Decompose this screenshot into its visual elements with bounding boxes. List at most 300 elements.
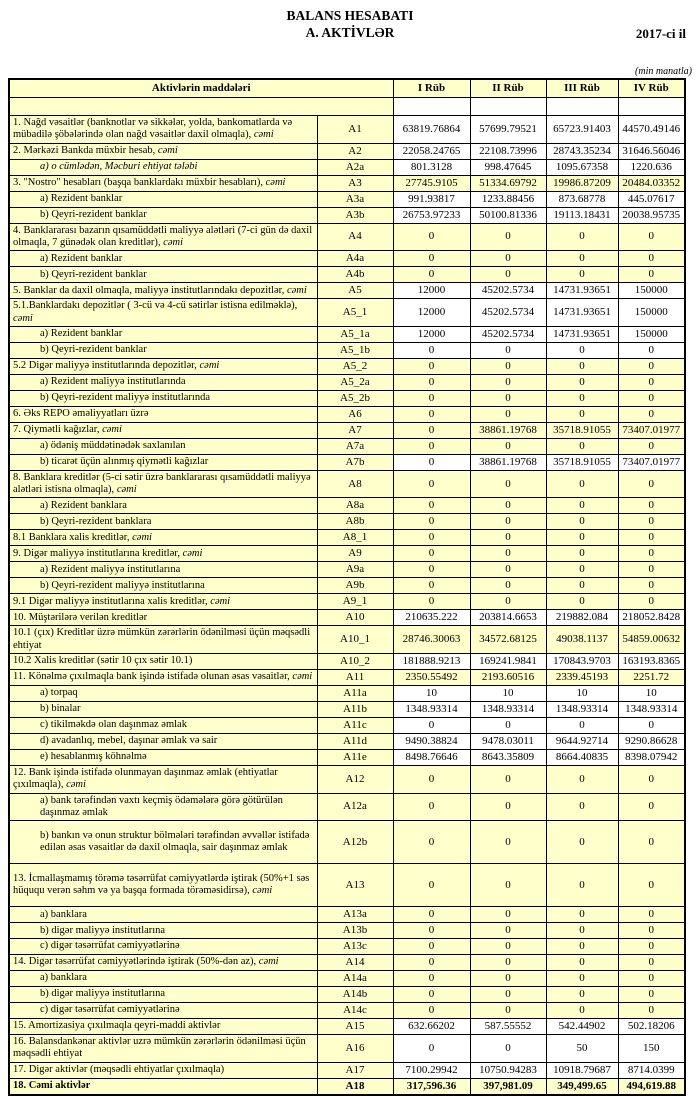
value-cell-q2: 0: [470, 342, 546, 358]
row-code: A18: [317, 1078, 393, 1094]
row-label-text: 6. Əks REPO əməliyyatları üzrə: [13, 408, 149, 420]
value-cell-q1: 0: [393, 223, 470, 251]
row-label: [9, 470, 317, 498]
row-code: A14a: [317, 971, 393, 987]
row-label-suffix: cəmi: [66, 779, 86, 791]
table-row: [9, 342, 685, 358]
row-label: [9, 530, 317, 546]
row-label-suffix: cəmi: [286, 284, 307, 296]
row-code: A5_1b: [317, 342, 393, 358]
value-cell-q2: 10750.94283: [470, 1062, 546, 1078]
value-cell-q4: 31646.56046: [618, 143, 685, 159]
value-cell-q4: 0: [618, 821, 685, 864]
row-label: [9, 923, 317, 939]
row-label-text: a) Rezident maliyyə institutlarına: [40, 563, 181, 575]
row-label-text: 5.1.Banklardakı depozitlər ( 3-cü və 4-cü sətirlər istisna edilməklə),: [13, 300, 298, 312]
table-row: [9, 191, 685, 207]
value-cell-q3: 0: [546, 562, 618, 578]
row-code: A11d: [317, 733, 393, 749]
value-cell-q3: 0: [546, 907, 618, 923]
row-label-text: 5.2 Digər maliyyə institutlarında depozitlər,: [13, 360, 200, 372]
row-label: [9, 578, 317, 594]
value-cell-q4: 0: [618, 939, 685, 955]
row-label-text: 14. Digər təsərrüfat cəmiyyətlərində iştirak (50%-dən az),: [13, 956, 259, 968]
value-cell-q4: 0: [618, 864, 685, 907]
value-cell-q3: 1348.93314: [546, 701, 618, 717]
value-cell-q4: 218052.8428: [618, 610, 685, 626]
row-label-text: a) bank tərəfindən vaxtı keçmiş ödəmələrə görə götürülən daşınmaz əmlak: [40, 794, 283, 818]
row-label-text: b) digər maliyyə institutlarına: [40, 988, 166, 1000]
table-row: [9, 923, 685, 939]
row-code: A2: [317, 143, 393, 159]
row-code: A5_1: [317, 299, 393, 327]
row-label-suffix: cəmi: [116, 484, 137, 496]
table-row: [9, 283, 685, 299]
row-label: [9, 1019, 317, 1035]
row-label-text: 16. Balansdankənar aktivlər uzrə mümkün zərərlərin ödənilməsi üçün məqsədli ehtiyat: [13, 1036, 306, 1060]
row-label-suffix: cəmi: [199, 360, 220, 372]
row-code: A5: [317, 283, 393, 299]
value-cell-q1: 26753.97233: [393, 207, 470, 223]
row-code: A5_2b: [317, 390, 393, 406]
value-cell-q2: 0: [470, 1003, 546, 1019]
value-cell-q2: 169241.9841: [470, 653, 546, 669]
value-cell-q3: 1095.67358: [546, 159, 618, 175]
value-cell-q2: 0: [470, 562, 546, 578]
value-cell-q3: 219882.084: [546, 610, 618, 626]
value-cell-q1: 0: [393, 514, 470, 530]
row-label: [9, 116, 317, 144]
value-cell-q2: 0: [470, 864, 546, 907]
row-label: [9, 821, 317, 864]
value-cell-q2: 0: [470, 390, 546, 406]
value-cell-q3: 0: [546, 765, 618, 793]
row-label: [9, 1003, 317, 1019]
table-row: [9, 159, 685, 175]
value-cell-q2: 587.55552: [470, 1019, 546, 1035]
row-label-text: b) Qeyri-rezident banklar: [40, 208, 147, 220]
value-cell-q1: 0: [393, 470, 470, 498]
value-cell-q3: 0: [546, 955, 618, 971]
row-code: A12: [317, 765, 393, 793]
row-label-suffix: cəmi: [132, 531, 152, 543]
row-label-text: a) banklara: [40, 908, 87, 920]
row-code: A13a: [317, 907, 393, 923]
value-cell-q2: 0: [470, 374, 546, 390]
row-code: A7a: [317, 438, 393, 454]
value-cell-q1: 0: [393, 765, 470, 793]
spacer-label-cell: [9, 98, 393, 116]
table-row: [9, 821, 685, 864]
value-cell-q3: 0: [546, 498, 618, 514]
row-code: A7: [317, 422, 393, 438]
table-row: [9, 390, 685, 406]
table-row: [9, 733, 685, 749]
value-cell-q3: 170843.9703: [546, 653, 618, 669]
row-code: A4a: [317, 251, 393, 267]
row-label: [9, 864, 317, 907]
row-label-text: 11. Könəlmə çıxılmaqla bank işində istifadə olunan əsas vəsaitlər,: [13, 671, 293, 683]
value-cell-q2: 998.47645: [470, 159, 546, 175]
value-cell-q4: 0: [618, 251, 685, 267]
row-label: [9, 955, 317, 971]
value-cell-q4: 445.07617: [618, 191, 685, 207]
value-cell-q1: 632.66202: [393, 1019, 470, 1035]
value-cell-q2: 45202.5734: [470, 327, 546, 343]
row-label: [9, 374, 317, 390]
value-cell-q3: 0: [546, 923, 618, 939]
row-code: A10_1: [317, 626, 393, 654]
row-code: A9_1: [317, 594, 393, 610]
value-cell-q3: 10918.79687: [546, 1062, 618, 1078]
value-cell-q4: 8398.07942: [618, 749, 685, 765]
row-label-text: a) Rezident banklara: [40, 499, 127, 511]
value-cell-q4: 20038.95735: [618, 207, 685, 223]
row-label: [9, 267, 317, 283]
table-row: [9, 223, 685, 251]
items-column-header: Aktivlərin maddələri: [9, 79, 393, 98]
value-cell-q3: 14731.93651: [546, 327, 618, 343]
value-cell-q3: 0: [546, 358, 618, 374]
table-row: [9, 594, 685, 610]
row-label-text: 10.1 (çıx) Kreditlər üzrə mümkün zərərlərin ödənilməsi üçün məqsədli ehtiyat: [13, 627, 311, 651]
value-cell-q4: 502.18206: [618, 1019, 685, 1035]
value-cell-q4: 0: [618, 406, 685, 422]
row-code: A9a: [317, 562, 393, 578]
value-cell-q3: 0: [546, 821, 618, 864]
value-cell-q4: 0: [618, 498, 685, 514]
spacer-value-cell: [546, 98, 618, 116]
report-section-title: A. AKTİVLƏR: [305, 24, 395, 40]
value-cell-q3: 0: [546, 470, 618, 498]
value-cell-q2: 0: [470, 530, 546, 546]
row-label: [9, 251, 317, 267]
row-label-text: a) Rezident banklar: [40, 252, 123, 264]
row-label-suffix: cəmi: [252, 885, 273, 897]
row-label-text: b) Qeyri-rezident banklar: [40, 268, 147, 280]
row-label-text: 9.1 Digər maliyyə institutlarına xalis kreditlər,: [13, 595, 211, 607]
table-row: [9, 530, 685, 546]
row-label: [9, 733, 317, 749]
row-label: [9, 765, 317, 793]
value-cell-q1: 1348.93314: [393, 701, 470, 717]
row-label-text: b) bankın və onun struktur bölmələri tərəfindən əvvəllər istifadə edilən əsas vəsaitlər də daxil olmaqla, sair daşınmaz əmlak: [40, 829, 310, 854]
row-label: [9, 514, 317, 530]
value-cell-q4: 8714.0399: [618, 1062, 685, 1078]
row-code: A12a: [317, 793, 393, 821]
table-row: [9, 299, 685, 327]
value-cell-q4: 0: [618, 358, 685, 374]
value-cell-q2: 0: [470, 907, 546, 923]
value-cell-q3: 10: [546, 685, 618, 701]
row-code: A11: [317, 669, 393, 685]
value-cell-q2: 0: [470, 717, 546, 733]
row-label: [9, 594, 317, 610]
report-year: 2017-ci il: [635, 26, 686, 41]
value-cell-q2: 0: [470, 223, 546, 251]
row-label: [9, 159, 317, 175]
row-code: A11c: [317, 717, 393, 733]
table-row: [9, 717, 685, 733]
row-code: A5_1a: [317, 327, 393, 343]
value-cell-q3: 0: [546, 971, 618, 987]
value-cell-q4: 0: [618, 562, 685, 578]
table-row: [9, 971, 685, 987]
row-label: [9, 1035, 317, 1063]
value-cell-q1: 0: [393, 971, 470, 987]
row-label-text: c) digər təsərrüfat cəmiyyətlərinə: [40, 1004, 180, 1016]
row-label: [9, 717, 317, 733]
value-cell-q4: 0: [618, 793, 685, 821]
value-cell-q4: 0: [618, 342, 685, 358]
value-cell-q4: 0: [618, 223, 685, 251]
table-row: [9, 562, 685, 578]
value-cell-q3: 0: [546, 514, 618, 530]
value-cell-q4: 0: [618, 907, 685, 923]
value-cell-q1: 0: [393, 594, 470, 610]
table-row: [9, 1019, 685, 1035]
quarter-1-header: I Rüb: [393, 79, 470, 98]
value-cell-q1: 0: [393, 939, 470, 955]
row-code: A1: [317, 116, 393, 144]
value-cell-q3: 873.68778: [546, 191, 618, 207]
value-cell-q1: 0: [393, 406, 470, 422]
row-code: A13: [317, 864, 393, 907]
table-row: [9, 1035, 685, 1063]
table-row: [9, 987, 685, 1003]
row-label: [9, 653, 317, 669]
row-label-text: 17. Digər aktivlər (məqsədli ehtiyatlar çıxılmaqla): [13, 1064, 225, 1076]
value-cell-q4: 0: [618, 514, 685, 530]
value-cell-q3: 14731.93651: [546, 299, 618, 327]
row-label-suffix: cəmi: [157, 145, 178, 157]
value-cell-q1: 0: [393, 546, 470, 562]
value-cell-q1: 0: [393, 864, 470, 907]
value-cell-q1: 0: [393, 907, 470, 923]
value-cell-q1: 27745.9105: [393, 175, 470, 191]
table-row: [9, 653, 685, 669]
row-label-text: a) Rezident banklar: [40, 328, 123, 340]
value-cell-q3: 28743.35234: [546, 143, 618, 159]
value-cell-q1: 0: [393, 498, 470, 514]
row-code: A5_2a: [317, 374, 393, 390]
value-cell-q4: 0: [618, 765, 685, 793]
value-cell-q4: 0: [618, 923, 685, 939]
value-cell-q3: 0: [546, 342, 618, 358]
table-row: [9, 1078, 685, 1094]
row-label: [9, 207, 317, 223]
row-label-text: a) Rezident banklar: [40, 192, 123, 204]
value-cell-q1: 10: [393, 685, 470, 701]
value-cell-q4: 0: [618, 1003, 685, 1019]
value-cell-q2: 0: [470, 546, 546, 562]
value-cell-q3: 0: [546, 594, 618, 610]
row-label: [9, 454, 317, 470]
table-row: [9, 374, 685, 390]
quarter-2-header: II Rüb: [470, 79, 546, 98]
value-cell-q4: 44570.49146: [618, 116, 685, 144]
value-cell-q3: 349,499.65: [546, 1078, 618, 1094]
value-cell-q3: 49038.1137: [546, 626, 618, 654]
row-label: [9, 562, 317, 578]
row-label: [9, 143, 317, 159]
table-row: [9, 749, 685, 765]
table-row: [9, 610, 685, 626]
value-cell-q2: 0: [470, 358, 546, 374]
row-label-text: 2. Mərkəzi Bankda müxbir hesab,: [13, 145, 158, 157]
table-row: [9, 514, 685, 530]
value-cell-q2: 1348.93314: [470, 701, 546, 717]
row-label-text: 8. Banklara kreditlər (5-ci sətir üzrə banklararası qısamüddətli maliyyə alətləri istisna olmaqla),: [13, 471, 311, 496]
row-label-suffix: cəmi: [13, 312, 33, 324]
value-cell-q1: 0: [393, 342, 470, 358]
value-cell-q2: 0: [470, 955, 546, 971]
row-label-text: 10.2 Xalis kreditlər (sətir 10 çıx sətir 10.1): [13, 655, 193, 667]
table-row: [9, 626, 685, 654]
table-row: [9, 765, 685, 793]
row-label-text: a) Rezident maliyyə institutlarında: [40, 376, 186, 388]
value-cell-q3: 0: [546, 864, 618, 907]
row-code: A8: [317, 470, 393, 498]
value-cell-q1: 0: [393, 358, 470, 374]
spacer-row: [9, 98, 685, 116]
row-label-text: 8.1 Banklara xalis kreditlər,: [13, 531, 133, 543]
row-label-text: b) binalar: [40, 703, 81, 715]
table-row: [9, 546, 685, 562]
value-cell-q3: 0: [546, 793, 618, 821]
value-cell-q4: 0: [618, 987, 685, 1003]
value-cell-q1: 12000: [393, 327, 470, 343]
row-label-text: c) tikilməkdə olan daşınmaz əmlak: [40, 719, 187, 731]
value-cell-q2: 10: [470, 685, 546, 701]
value-cell-q3: 0: [546, 438, 618, 454]
value-cell-q2: 0: [470, 1035, 546, 1063]
value-cell-q1: 0: [393, 374, 470, 390]
row-code: A5_2: [317, 358, 393, 374]
value-cell-q3: 0: [546, 1003, 618, 1019]
value-cell-q1: 0: [393, 923, 470, 939]
row-label: [9, 793, 317, 821]
row-label-text: a) torpaq: [40, 687, 78, 699]
row-code: A6: [317, 406, 393, 422]
value-cell-q1: 8498.76646: [393, 749, 470, 765]
table-row: [9, 701, 685, 717]
value-cell-q4: 20484.03352: [618, 175, 685, 191]
row-label: [9, 669, 317, 685]
value-cell-q2: 45202.5734: [470, 299, 546, 327]
value-cell-q1: 0: [393, 438, 470, 454]
row-code: A10: [317, 610, 393, 626]
value-cell-q4: 0: [618, 955, 685, 971]
spacer-value-cell: [470, 98, 546, 116]
row-label-text: 13. İcmallaşmamış törəmə təsərrüfat cəmiyyətlərdə iştirak (50%+1 səs hüququ verən səhm və ya başqa formada törəməsidirsə),: [13, 872, 310, 897]
value-cell-q1: 22058.24765: [393, 143, 470, 159]
row-label: [9, 939, 317, 955]
row-code: A17: [317, 1062, 393, 1078]
value-cell-q3: 0: [546, 939, 618, 955]
row-label-text: 5. Banklar da daxil olmaqla, maliyyə institutlarındakı depozitlər,: [13, 284, 287, 296]
row-label: [9, 626, 317, 654]
row-code: A3a: [317, 191, 393, 207]
value-cell-q1: 28746.30063: [393, 626, 470, 654]
value-cell-q4: 150000: [618, 283, 685, 299]
value-cell-q4: 163193.8365: [618, 653, 685, 669]
value-cell-q1: 0: [393, 267, 470, 283]
value-cell-q1: 317,596.36: [393, 1078, 470, 1094]
row-label-text: 10. Müştərilərə verilən kreditlər: [13, 611, 148, 623]
value-cell-q1: 2350.55492: [393, 669, 470, 685]
value-cell-q3: 0: [546, 223, 618, 251]
value-cell-q3: 14731.93651: [546, 283, 618, 299]
spacer-value-cell: [618, 98, 685, 116]
row-label-text: 9. Digər maliyyə institutlarına kreditlər,: [13, 547, 183, 559]
row-label-text: c) digər təsərrüfat cəmiyyətlərinə: [40, 940, 180, 952]
value-cell-q1: 12000: [393, 299, 470, 327]
value-cell-q3: 0: [546, 530, 618, 546]
row-label-text: b) Qeyri-rezident maliyyə institutlarında: [40, 392, 210, 404]
value-cell-q2: 0: [470, 923, 546, 939]
value-cell-q3: 0: [546, 374, 618, 390]
row-label: [9, 358, 317, 374]
row-label-text: b) Qeyri-rezident banklara: [40, 515, 152, 527]
value-cell-q4: 73407.01977: [618, 454, 685, 470]
row-code: A8a: [317, 498, 393, 514]
value-cell-q2: 50100.81336: [470, 207, 546, 223]
value-cell-q4: 73407.01977: [618, 422, 685, 438]
value-cell-q3: 2339.45193: [546, 669, 618, 685]
row-code: A2a: [317, 159, 393, 175]
value-cell-q2: 0: [470, 971, 546, 987]
value-cell-q1: 0: [393, 793, 470, 821]
value-cell-q2: 0: [470, 821, 546, 864]
row-code: A11e: [317, 749, 393, 765]
value-cell-q4: 0: [618, 546, 685, 562]
row-label-text: d) avadanlıq, mebel, daşınar əmlak və sair: [40, 735, 218, 747]
value-cell-q4: 150000: [618, 299, 685, 327]
value-cell-q4: 150000: [618, 327, 685, 343]
value-cell-q4: 2251.72: [618, 669, 685, 685]
row-code: A9: [317, 546, 393, 562]
value-cell-q3: 8664.40835: [546, 749, 618, 765]
quarter-3-header: III Rüb: [546, 79, 618, 98]
row-label: [9, 1078, 317, 1094]
value-cell-q2: 9478.03011: [470, 733, 546, 749]
row-code: A14b: [317, 987, 393, 1003]
value-cell-q2: 0: [470, 514, 546, 530]
value-cell-q3: 35718.91055: [546, 454, 618, 470]
value-cell-q3: 19113.18431: [546, 207, 618, 223]
value-cell-q1: 0: [393, 821, 470, 864]
row-code: A14c: [317, 1003, 393, 1019]
value-cell-q4: 9290.86628: [618, 733, 685, 749]
value-cell-q4: 150: [618, 1035, 685, 1063]
row-label: [9, 907, 317, 923]
row-label-text: 3. "Nostro" hesabları (başqa banklardakı müxbir hesabları),: [13, 176, 266, 188]
value-cell-q3: 65723.91403: [546, 116, 618, 144]
table-row: [9, 955, 685, 971]
row-label: [9, 191, 317, 207]
row-label: [9, 701, 317, 717]
table-row: [9, 251, 685, 267]
row-code: A13b: [317, 923, 393, 939]
row-code: A11a: [317, 685, 393, 701]
table-row: [9, 470, 685, 498]
row-code: A12b: [317, 821, 393, 864]
table-row: [9, 207, 685, 223]
table-row: [9, 454, 685, 470]
value-cell-q1: 0: [393, 955, 470, 971]
value-cell-q4: 1220.636: [618, 159, 685, 175]
